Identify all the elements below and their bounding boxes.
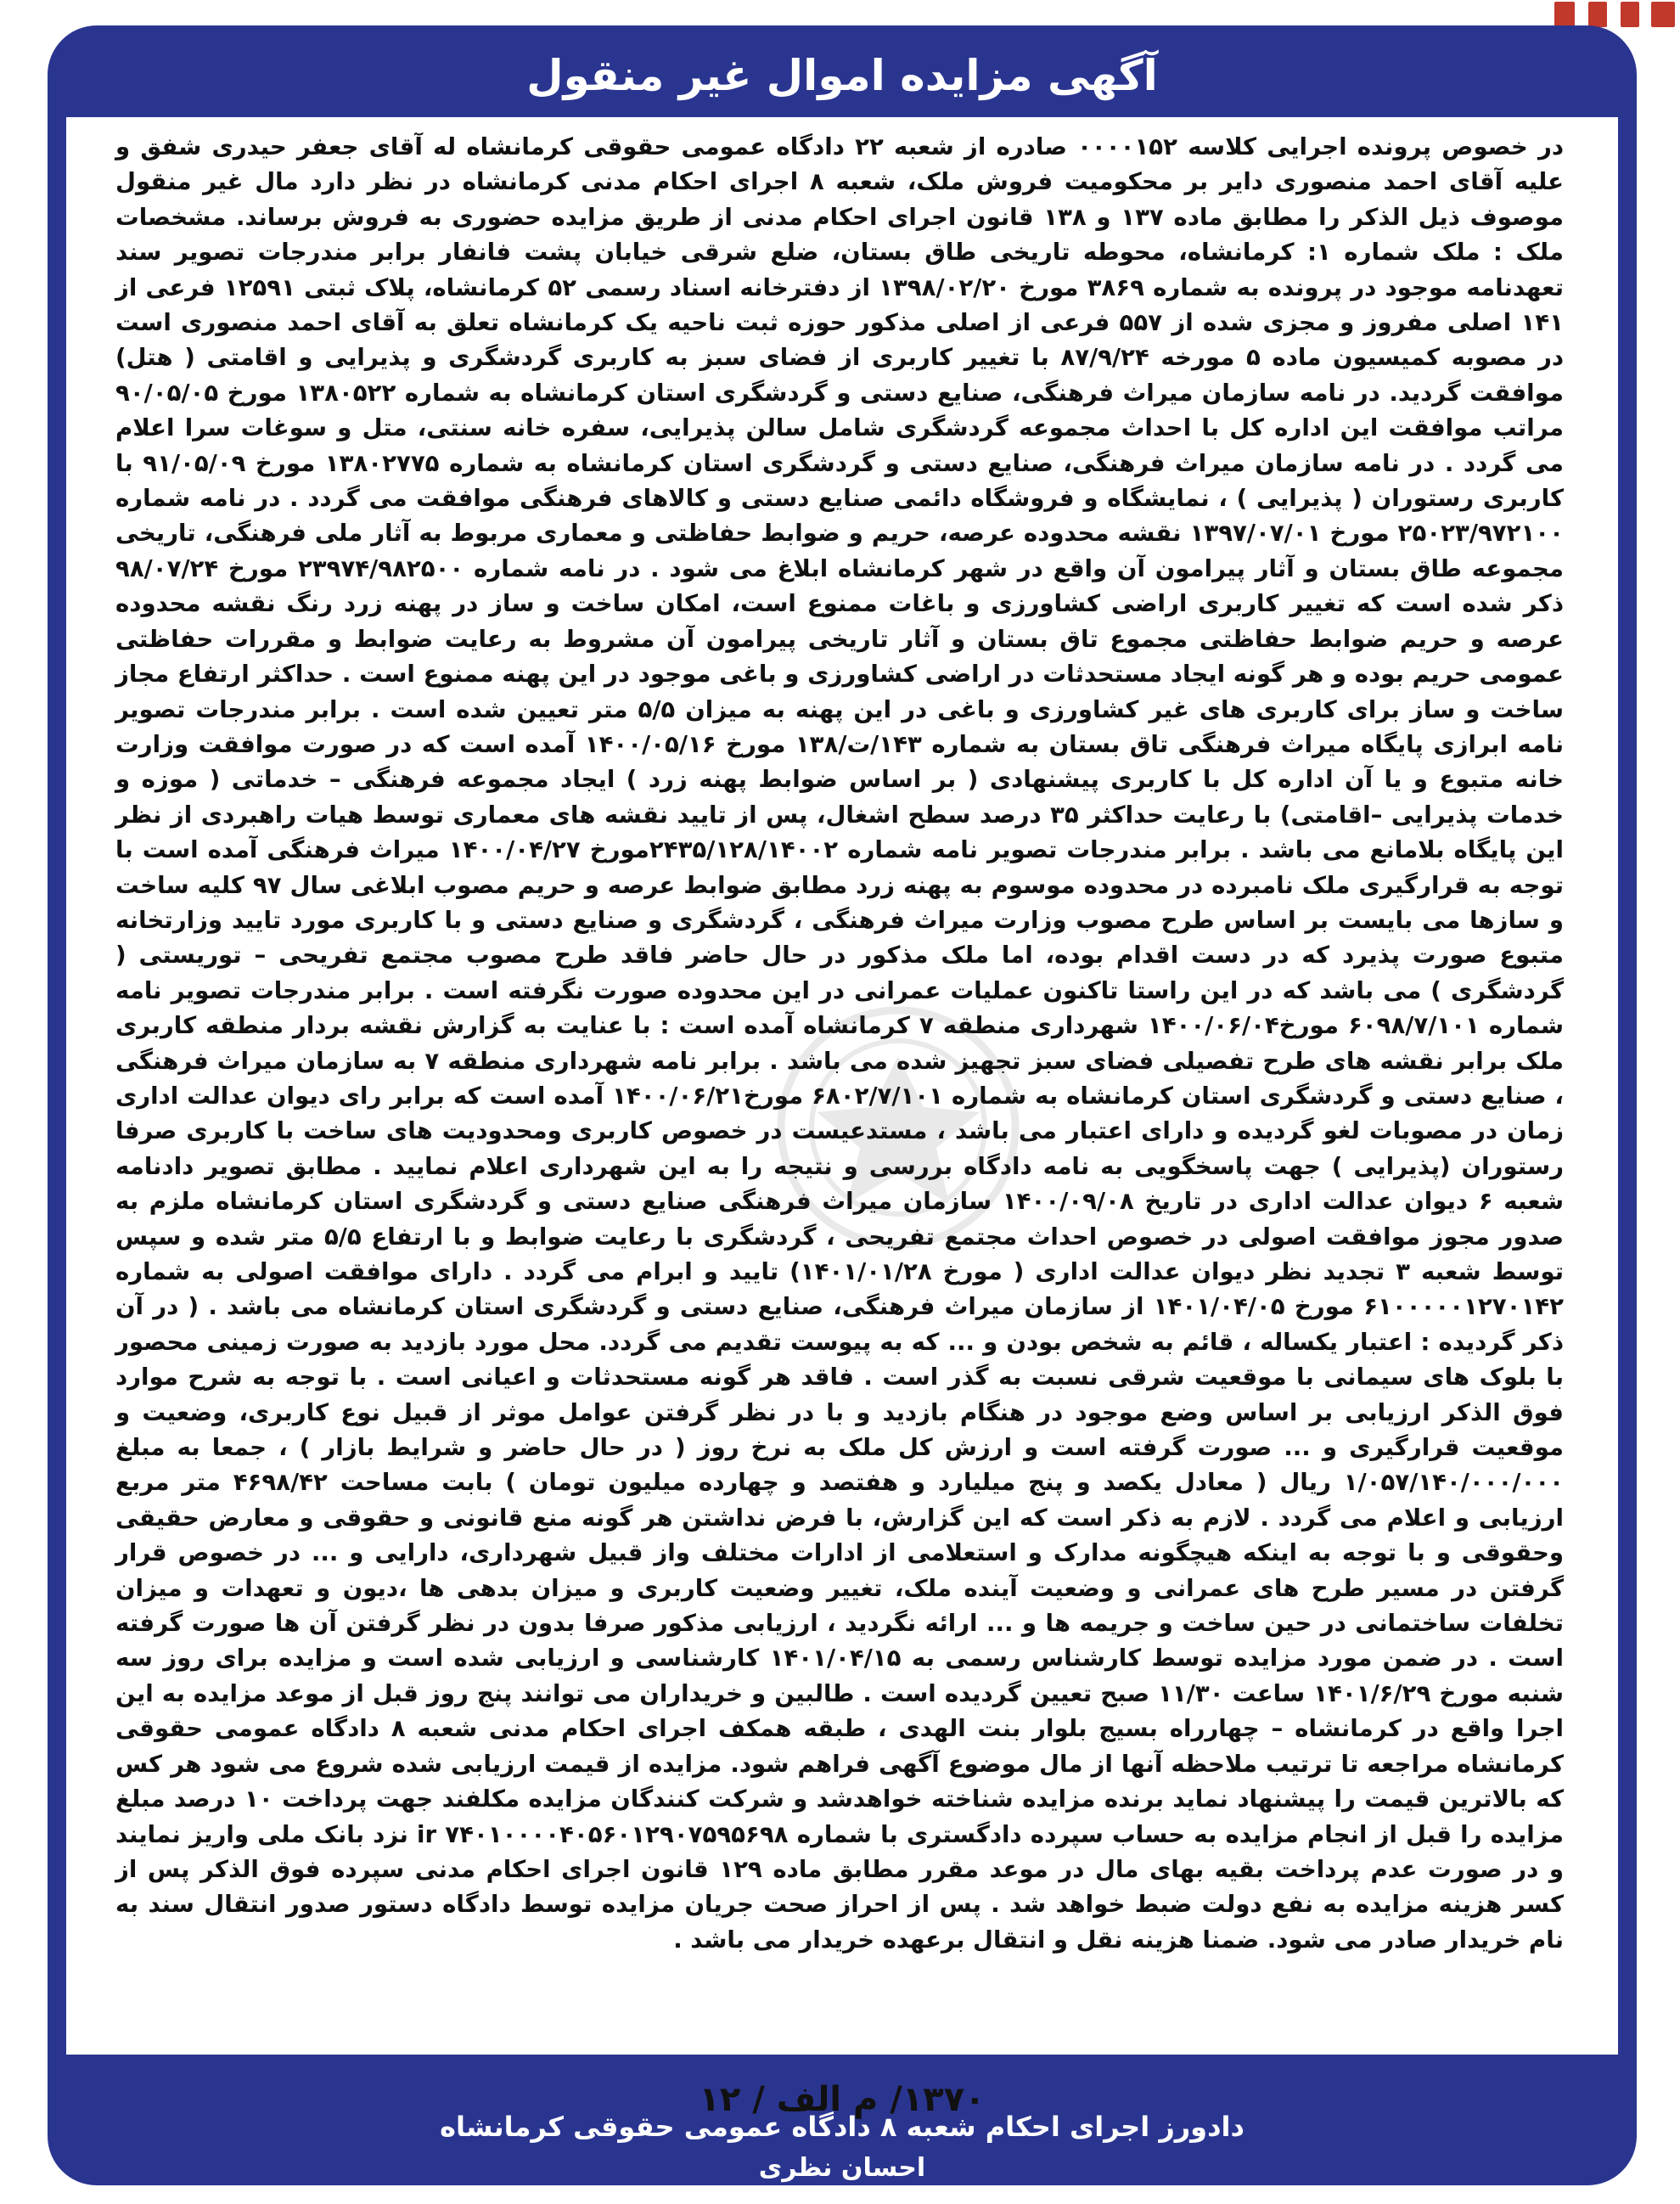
signature-block <box>48 2106 1637 2189</box>
notice-frame <box>48 25 1637 2185</box>
signatory-name: احسان نظری <box>758 2153 926 2183</box>
signatory-title: دادورز اجرای احکام شعبه ۸ دادگاه عمومی حقوقی کرمانشاه <box>440 2111 1245 2143</box>
reference-number: ۱۳۷۰/ م الف / ۱۲ <box>699 2080 986 2119</box>
notice-body-text: در خصوص پرونده اجرایی کلاسه ۰۰۰۰۱۵۲ صادره از شعبه ۲۲ دادگاه عمومی حقوقی کرمانشاه له آقای جعفر حیدری شفق و علیه آقای احمد منصوری دایر بر محکومیت فروش ملک، شعبه ۸ اجرای احکام مدنی کرمانشاه در نظر دارد مال غیر منقول موصوف ذیل الذکر را مطابق ماده ۱۳۷ و ۱۳۸ قانون اجرای احکام مدنی از طریق مزایده حضوری به فروش برساند. مشخصات ملک : ملک شماره ۱: کرمانشاه، محوطه تاریخی طاق بستان، ضلع شرقی خیابان پشت فانفار برابر مندرجات تصویر سند تعهدنامه موجود در پرونده به شماره ۳۸۶۹ مورخ ۱۳۹۸/۰۲/۲۰ از دفترخانه اسناد رسمی ۵۲ کرمانشاه، پلاک ثبتی ۱۲۵۹۱ فرعی از ۱۴۱ اصلی مفروز و مجزی شده از ۵۵۷ فرعی از اصلی مذکور حوزه ثبت ناحیه یک کرمانشاه تعلق به آقای احمد منصوری است در مصوبه کمیسیون ماده ۵ مورخه ۸۷/۹/۲۴ با تغییر کاربری از فضای سبز به کاربری گردشگری و پذیرایی و اقامتی ( هتل) موافقت گردید. در نامه سازمان میراث فرهنگی، صنایع دستی و گردشگری استان کرمانشاه به شماره ۱۳۸۰۵۲۲ مورخ ۹۰/۰۵/۰۵ مراتب موافقت این اداره کل با احداث مجموعه گردشگری شامل سالن پذیرایی، سفره خانه سنتی، متل و سوغات سرا اعلام می گردد . در نامه سازمان میراث فرهنگی، صنایع دستی و گردشگری استان کرمانشاه به شماره ۱۳۸۰۲۷۷۵ مورخ ۹۱/۰۵/۰۹ با کاربری رستوران ( پذیرایی ) ، نمایشگاه و فروشگاه دائمی صنایع دستی و کالاهای فرهنگی موافقت می گردد . در نامه شماره ۲۵۰۲۳/۹۷۲۱۰۰ مورخ ۱۳۹۷/۰۷/۰۱ نقشه محدوده عرصه، حریم و ضوابط حفاظتی و معماری مربوط به آثار ملی فرهنگی، تاریخی مجموعه طاق بستان و آثار پیرامون آن واقع در شهر کرمانشاه ابلاغ می شود . در نامه شماره ۲۳۹۷۴/۹۸۲۵۰۰ مورخ ۹۸/۰۷/۲۴ ذکر شده است که تغییر کاربری اراضی کشاورزی و باغات ممنوع است، امکان ساخت و ساز در پهنه زرد رنگ نقشه محدوده عرصه و حریم ضوابط حفاظتی مجموع تاق بستان و آثار تاریخی پیرامون آن مشروط به رعایت ضوابط و مقررات حفاظتی عمومی حریم بوده و هر گونه ایجاد مستحدثات در اراضی کشاورزی و باغی موجود در این پهنه ممنوع است . حداکثر ارتفاع مجاز ساخت و ساز برای کاربری های غیر کشاورزی و باغی در این پهنه به میزان ۵/۵ متر تعیین شده است . برابر مندرجات تصویر نامه ابرازی پایگاه میراث فرهنگی تاق بستان به شماره ۱۴۳/ت/۱۳۸ مورخ ۱۴۰۰/۰۵/۱۶ آمده است که در صورت موافقت وزارت خانه متبوع و یا آن اداره کل با کاربری پیشنهادی ( بر اساس ضوابط پهنه زرد ) ایجاد مجموعه فرهنگی – خدماتی ( موزه و خدمات پذیرایی –اقامتی) با رعایت حداکثر ۳۵ درصد سطح اشغال، پس از تایید نقشه های معماری توسط هیات راهبردی از نظر این پایگاه بلامانع می باشد . برابر مندرجات تصویر نامه شماره ۲۴۳۵/۱۲۸/۱۴۰۰۲مورخ ۱۴۰۰/۰۴/۲۷ میراث فرهنگی آمده است با توجه به قرارگیری ملک نامبرده در محدوده موسوم به پهنه زرد مطابق ضوابط عرصه و حریم مصوب ابلاغی سال ۹۷ کلیه ساخت و سازها می بایست بر اساس طرح مصوب وزارت میراث فرهنگی ، گردشگری و صنایع دستی و با کاربری مورد تایید وزارتخانه متبوع صورت پذیرد که در دست اقدام بوده، اما ملک مذکور در حال حاضر فاقد طرح مصوب مجتمع تفریحی – توریستی ( گردشگری ) می باشد که در این راستا تاکنون عملیات عمرانی در این محدوده صورت نگرفته است . برابر مندرجات تصویر نامه شماره ۶۰۹۸/۷/۱۰۱ مورخ۱۴۰۰/۰۶/۰۴ شهرداری منطقه ۷ کرمانشاه آمده است : با عنایت به گزارش نقشه بردار منطقه کاربری ملک برابر نقشه های طرح تفصیلی فضای سبز تجهیز شده می باشد . برابر نامه شهرداری منطقه ۷ به سازمان میراث فرهنگی ، صنایع دستی و گردشگری استان کرمانشاه به شماره ۶۸۰۲/۷/۱۰۱ مورخ۱۴۰۰/۰۶/۲۱ آمده است که برابر رای دیوان عدالت اداری زمان در مصوبات لغو گردیده و دارای اعتبار می باشد ، مستدعیست در خصوص کاربری ومحدودیت های ساخت با کاربری صرفا رستوران (پذیرایی ) جهت پاسخگویی به نامه دادگاه بررسی و نتیجه را به این شهرداری اعلام نمایید . مطابق تصویر دادنامه شعبه ۶ دیوان عدالت اداری در تاریخ ۱۴۰۰/۰۹/۰۸ سازمان میراث فرهنگی صنایع دستی و گردشگری استان کرمانشاه ملزم به صدور مجوز موافقت اصولی در خصوص احداث مجتمع تفریحی ، گردشگری با رعایت ضوابط و با ارتفاع ۵/۵ متر شده و سپس توسط شعبه ۳ تجدید نظر دیوان عدالت اداری ( مورخ ۱۴۰۱/۰۱/۲۸) تایید و ابرام می گردد . دارای موافقت اصولی به شماره ۶۱۰۰۰۰۰۱۲۷۰۱۴۲ مورخ ۱۴۰۱/۰۴/۰۵ از سازمان میراث فرهنگی، صنایع دستی و گردشگری استان کرمانشاه می باشد . ( در آن ذکر گردیده : اعتبار یکساله ، قائم به شخص بودن و ... که به پیوست تقدیم می گردد. محل مورد بازدید به صورت زمینی محصور با بلوک های سیمانی با موقعیت شرقی نسبت به گذر است . فاقد هر گونه مستحدثات و اعیانی است . با توجه به شرح موارد فوق الذکر ارزیابی بر اساس وضع موجود در هنگام بازدید و با در نظر گرفتن عوامل موثر از قبیل نوع کاربری، وضعیت و موقعیت قرارگیری و ... صورت گرفته است و ارزش کل ملک به نرخ روز ( در حال حاضر و شرایط بازار ) ، جمعا به مبلغ ۱/۰۵۷/۱۴۰/۰۰۰/۰۰۰ ریال ( معادل یکصد و پنج میلیارد و هفتصد و چهارده میلیون تومان ) بابت مساحت ۴۶۹۸/۴۲ متر مربع ارزیابی و اعلام می گردد . لازم به ذکر است که این گزارش، با فرض نداشتن هر گونه منع قانونی و حقوقی و معارض حقیقی وحقوقی و با توجه به اینکه هیچگونه مدارک و استعلامی از ادارات مختلف واز قبیل شهرداری، دارایی و ... در خصوص قرار گرفتن در مسیر طرح های عمرانی و وضعیت آینده ملک، تغییر وضعیت کاربری و میزان بدهی ها ،دیون و تعهدات و میزان تخلفات ساختمانی در حین ساخت و جریمه ها و ... ارائه نگردید ، ارزیابی مذکور صرفا بدون در نظر گرفتن آن ها صورت گرفته است . در ضمن مورد مزایده توسط کارشناس رسمی به ۱۴۰۱/۰۴/۱۵ کارشناسی و ارزیابی شده است و مزایده برای روز سه شنبه مورخ ۱۴۰۱/۶/۲۹ ساعت ۱۱/۳۰ صبح تعیین گردیده است . طالبین و خریداران می توانند پنج روز قبل از موعد مزایده به این اجرا واقع در کرمانشاه – چهارراه بسیج بلوار بنت الهدی ، طبقه همکف اجرای احکام مدنی شعبه ۸ دادگاه عمومی حقوقی کرمانشاه مراجعه تا ترتیب ملاحظه آنها از مال موضوع آگهی فراهم شود. مزایده از قیمت ارزیابی شده شروع می شود هر کس که بالاترین قیمت را پیشنهاد نماید برنده مزایده شناخته خواهدشد و شرکت کنندگان مزایده مکلفند جهت پرداخت ۱۰ درصد مبلغ مزایده را قبل از انجام مزایده به حساب سپرده دادگستری با شماره ir ۷۴۰۱۰۰۰۰۴۰۵۶۰۱۲۹۰۷۵۹۵۶۹۸ نزد بانک ملی واریز نمایند و در صورت عدم پرداخت بقیه بهای مال در موعد مقرر مطابق ماده ۱۲۹ قانون اجرای احکام مدنی سپرده فوق الذکر پس از کسر هزینه مزایده به نفع دولت ضبط خواهد شد . پس از احراز صحت جریان مزایده توسط دادگاه دستور صدور انتقال سند به نام خریدار صادر می شود. ضمنا هزینه نقل و انتقال برعهده خریدار می باشد . <box>115 132 1565 1954</box>
notice-body-panel <box>66 117 1618 2119</box>
notice-title: آگهی مزایده اموال غیر منقول <box>526 51 1158 100</box>
